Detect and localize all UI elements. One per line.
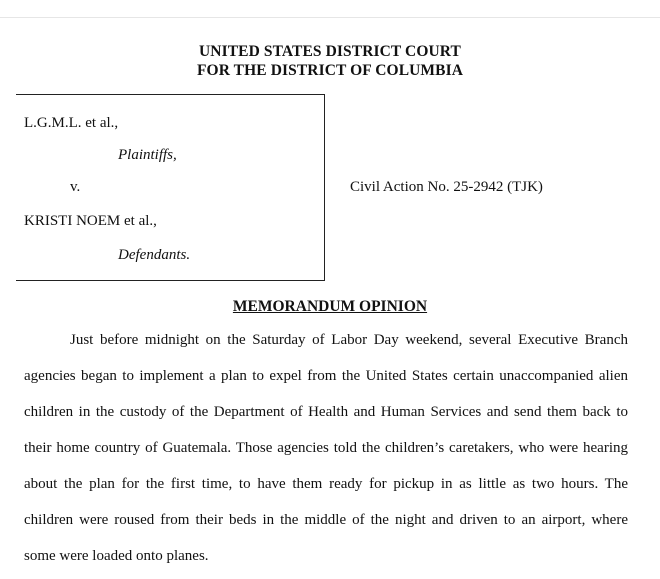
versus-label: v. bbox=[70, 179, 81, 195]
body-paragraph-line: children in the custody of the Department of Health and Human Services and send them back to bbox=[24, 404, 628, 420]
body-paragraph-line: about the plan for the first time, to have them ready for pickup in as little as two hours. The bbox=[24, 476, 628, 492]
body-paragraph-line: some were loaded onto planes. bbox=[24, 548, 209, 564]
body-paragraph-line: children were roused from their beds in the middle of the night and driven to an airport, where bbox=[24, 512, 628, 528]
document-title: MEMORANDUM OPINION bbox=[232, 298, 428, 315]
court-district-heading: FOR THE DISTRICT OF COLUMBIA bbox=[196, 62, 464, 79]
page-top-divider bbox=[0, 17, 660, 18]
court-name-heading: UNITED STATES DISTRICT COURT bbox=[199, 43, 461, 60]
plaintiff-role: Plaintiffs, bbox=[118, 147, 177, 163]
plaintiff-name: L.G.M.L. et al., bbox=[24, 115, 119, 131]
body-paragraph-line: Just before midnight on the Saturday of Labor Day weekend, several Executive Branch bbox=[70, 332, 628, 348]
defendant-name: KRISTI NOEM et al., bbox=[24, 213, 157, 229]
body-paragraph-line: agencies began to implement a plan to expel from the United States certain unaccompanied alien bbox=[24, 368, 628, 384]
body-paragraph-line: their home country of Guatemala. Those agencies told the children’s caretakers, who were hearing bbox=[24, 440, 628, 456]
case-number: Civil Action No. 25-2942 (TJK) bbox=[350, 179, 543, 195]
defendant-role: Defendants. bbox=[118, 247, 191, 263]
